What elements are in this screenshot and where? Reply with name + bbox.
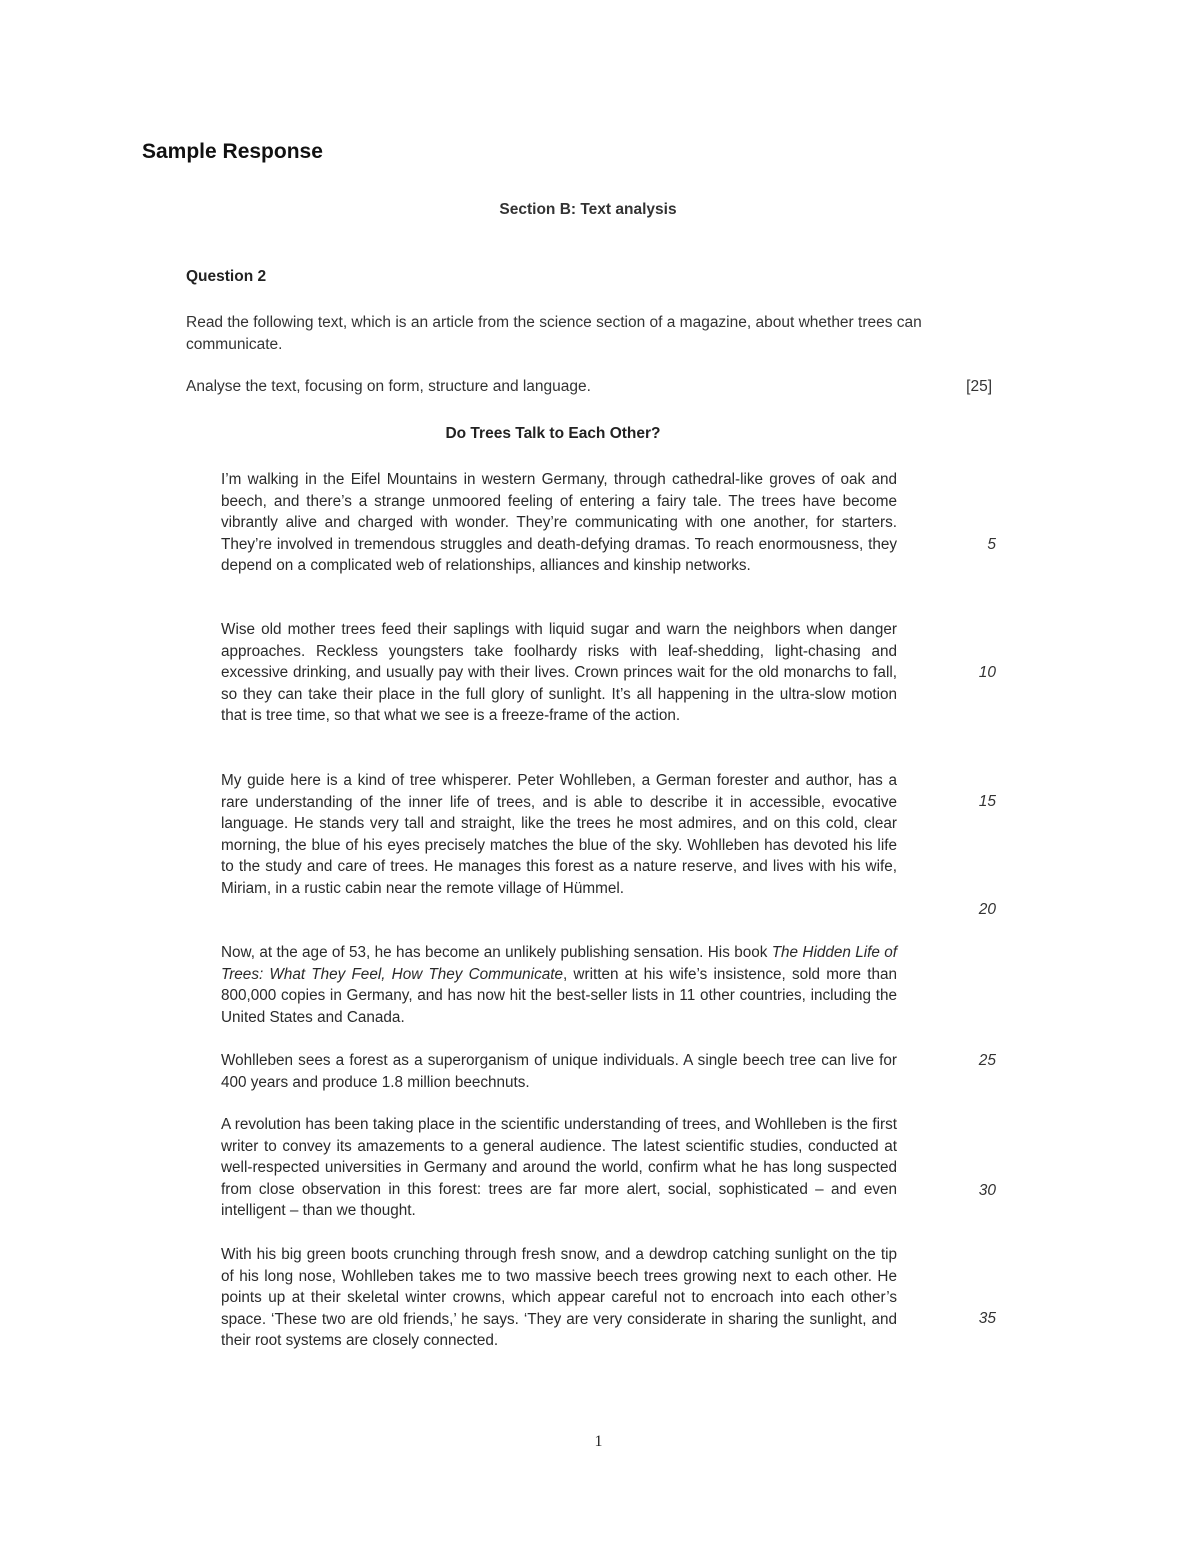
task-row bbox=[186, 376, 992, 398]
paragraph-text: With his big green boots crunching through fresh snow, and a dewdrop catching sunlight on the tip of his long nose, Wohlleben takes me to two massive beech trees growing next to each other. He points up at their skeletal winter crowns, which appear careful not to encroach into each other’s space. ‘These two are old friends,’ he says. ‘They are very considerate in sharing the sunlight, and their root systems are closely connected. bbox=[221, 1246, 897, 1349]
section-title: Section B: Text analysis bbox=[499, 201, 677, 218]
paragraph-text-part: , written at his wife’s insistence, sold more than 800,000 copies in Germany, and has now hit the best-seller lists in 11 other countries, including the United States and Canada. bbox=[221, 965, 897, 1026]
page-number: 1 bbox=[594, 1433, 603, 1450]
article-title: Do Trees Talk to Each Other? bbox=[445, 425, 661, 442]
article-paragraph-2 bbox=[221, 619, 897, 727]
article-paragraph-3 bbox=[221, 770, 897, 899]
paragraph-text: My guide here is a kind of tree whisperer. Peter Wohlleben, a German forester and author, has a rare understanding of the inner life of trees, and is able to describe it in accessible, evocative language. He stands very tall and straight, like the trees he most admires, and on this cold, clear morning, the blue of his eyes precisely matches the blue of the sky. Wohlleben has devoted his life to the study and care of trees. He manages this forest as a nature reserve, and lives with his wife, Miriam, in a rustic cabin near the remote village of Hümmel. bbox=[221, 772, 897, 897]
paragraph-text: Wise old mother trees feed their saplings with liquid sugar and warn the neighbors when danger approaches. Reckless youngsters take foolhardy risks with leaf-shedding, light-chasing and excessive drinking, and usually pay with their lives. Crown princes wait for the old monarchs to fall, so they can take their place in the full glory of sunlight. It’s all happening in the ultra-slow motion that is tree time, so that what we see is a freeze-frame of the action. bbox=[221, 621, 897, 724]
article-paragraph-7 bbox=[221, 1244, 897, 1352]
line-number: 20 bbox=[978, 901, 996, 918]
article-paragraph-1 bbox=[221, 469, 897, 577]
article-paragraph-5 bbox=[221, 1050, 897, 1093]
question-label: Question 2 bbox=[186, 268, 267, 285]
article-paragraph-6 bbox=[221, 1114, 897, 1222]
page-heading: Sample Response bbox=[142, 140, 323, 163]
task-marks: [25] bbox=[966, 378, 992, 395]
book-title: The Hidden Life of Trees: What They Feel, How They Communicate bbox=[221, 944, 897, 983]
paragraph-text: Wohlleben sees a forest as a superorganism of unique individuals. A single beech tree can live for 400 years and produce 1.8 million beechnuts. bbox=[221, 1052, 897, 1091]
line-number: 10 bbox=[978, 664, 996, 681]
line-number: 35 bbox=[978, 1310, 996, 1327]
paragraph-text: I’m walking in the Eifel Mountains in western Germany, through cathedral-like groves of oak and beech, and there’s a strange unmoored feeling of entering a fairy tale. The trees have become vibrantly alive and charged with wonder. They’re communicating with one another, for starters. They’re involved in tremendous struggles and death-defying dramas. To reach enormousness, they depend on a complicated web of relationships, alliances and kinship networks. bbox=[221, 471, 897, 574]
paragraph-text: A revolution has been taking place in the scientific understanding of trees, and Wohlleben is the first writer to convey its amazements to a general audience. The latest scientific studies, conducted at well-respected universities in Germany and around the world, confirm what he has long suspected from close observation in this forest: trees are far more alert, social, sophisticated – and even intelligent – than we thought. bbox=[221, 1116, 897, 1219]
question-intro: Read the following text, which is an article from the science section of a magazine, about whether trees can communicate. bbox=[186, 314, 922, 353]
line-number: 30 bbox=[978, 1182, 996, 1199]
paragraph-text bbox=[221, 942, 897, 1028]
paragraph-text-part: Now, at the age of 53, he has become an unlikely publishing sensation. His book bbox=[221, 944, 772, 961]
line-number: 5 bbox=[987, 536, 996, 553]
line-number: 25 bbox=[978, 1052, 996, 1069]
article-paragraph-4 bbox=[221, 942, 897, 1028]
line-number: 15 bbox=[978, 793, 996, 810]
task-instruction: Analyse the text, focusing on form, structure and language. bbox=[186, 378, 591, 395]
